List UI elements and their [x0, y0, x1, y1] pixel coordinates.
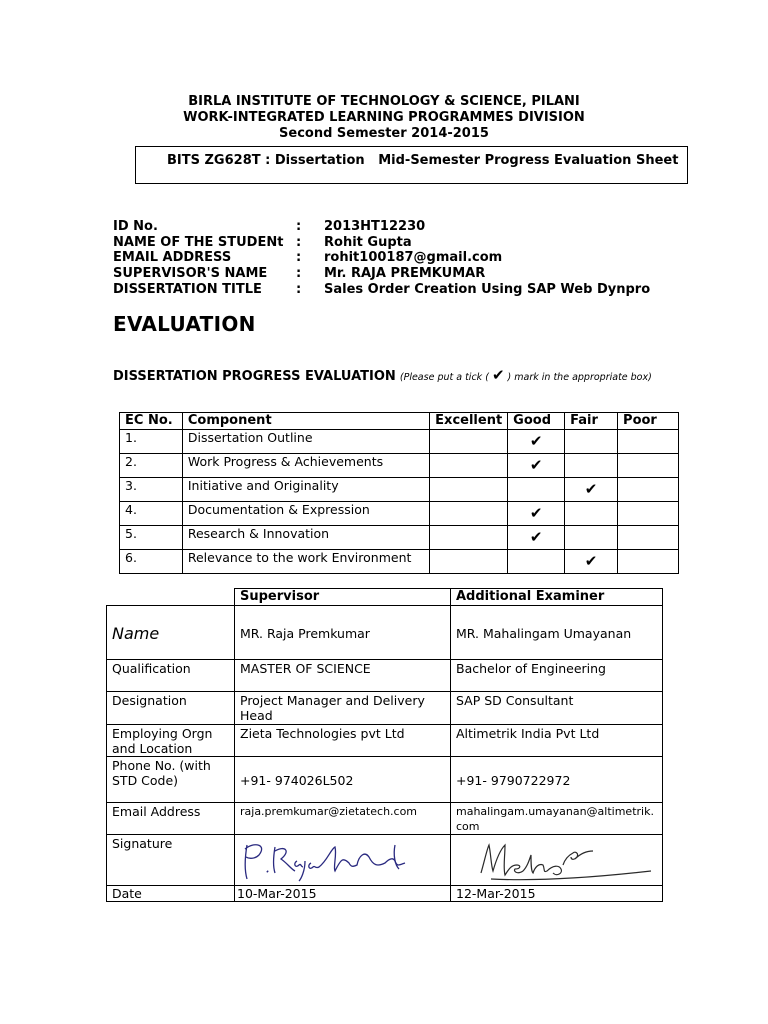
table-row — [107, 835, 663, 886]
excellent-cell — [430, 454, 508, 478]
table-row — [107, 725, 663, 757]
fair-cell: ✔ — [565, 478, 618, 502]
examiner-table — [106, 588, 663, 902]
examiner-signature-image — [451, 835, 662, 885]
table-row — [107, 803, 663, 835]
examiner-value: Bachelor of Engineering — [451, 660, 663, 692]
fair-cell: ✔ — [565, 550, 618, 574]
division-name: WORK-INTEGRATED LEARNING PROGRAMMES DIVISION — [183, 110, 585, 125]
component-name: Dissertation Outline — [182, 430, 429, 454]
fair-cell — [565, 526, 618, 550]
ec-number: 2. — [120, 454, 183, 478]
poor-cell — [618, 478, 679, 502]
info-value: Sales Order Creation Using SAP Web Dynpro — [324, 282, 651, 297]
table-row — [107, 606, 663, 660]
component-name: Research & Innovation — [182, 526, 429, 550]
ec-number: 1. — [120, 430, 183, 454]
excellent-cell — [430, 502, 508, 526]
progress-instruction — [113, 368, 673, 385]
ec-number: 6. — [120, 550, 183, 574]
component-name: Documentation & Expression — [182, 502, 429, 526]
fair-cell — [565, 454, 618, 478]
supervisor-value: MASTER OF SCIENCE — [235, 660, 451, 692]
supervisor-value: Project Manager and Delivery Head — [235, 692, 451, 725]
row-label: Name — [107, 606, 235, 660]
info-value: 2013HT12230 — [324, 219, 426, 234]
col-header: Supervisor — [235, 589, 451, 606]
examiner-value: SAP SD Consultant — [451, 692, 663, 725]
good-cell — [508, 550, 565, 574]
semester: Second Semester 2014-2015 — [279, 126, 489, 141]
examiner-signature — [451, 835, 663, 886]
table-row — [107, 757, 663, 803]
table-row — [120, 550, 679, 574]
table-row — [120, 454, 679, 478]
component-name: Initiative and Originality — [182, 478, 429, 502]
good-cell: ✔ — [508, 454, 565, 478]
supervisor-value: 10-Mar-2015 — [235, 886, 451, 902]
good-cell: ✔ — [508, 526, 565, 550]
sheet-title-box — [135, 146, 688, 184]
sheet-title: BITS ZG628T : Dissertation Mid-Semester Progress Evaluation Sheet — [167, 153, 679, 168]
table-row — [107, 886, 663, 902]
good-cell — [508, 478, 565, 502]
info-colon: : — [296, 250, 302, 265]
good-cell: ✔ — [508, 430, 565, 454]
examiner-value: MR. Mahalingam Umayanan — [451, 606, 663, 660]
info-colon: : — [296, 282, 302, 297]
table-row — [120, 502, 679, 526]
fair-cell — [565, 502, 618, 526]
evaluation-table — [119, 412, 679, 574]
table-row — [120, 430, 679, 454]
poor-cell — [618, 502, 679, 526]
info-value: Rohit Gupta — [324, 235, 412, 250]
excellent-cell — [430, 478, 508, 502]
info-colon: : — [296, 235, 302, 250]
progress-label: DISSERTATION PROGRESS EVALUATION — [113, 369, 396, 384]
institute-name: BIRLA INSTITUTE OF TECHNOLOGY & SCIENCE, PILANI — [188, 94, 580, 109]
col-header: Fair — [565, 413, 618, 430]
info-label: ID No. — [113, 219, 158, 234]
ec-number: 4. — [120, 502, 183, 526]
examiner-value: 12-Mar-2015 — [451, 886, 663, 902]
table-row — [120, 478, 679, 502]
ec-number: 5. — [120, 526, 183, 550]
ec-number: 3. — [120, 478, 183, 502]
info-label: NAME OF THE STUDENt — [113, 235, 284, 250]
good-cell: ✔ — [508, 502, 565, 526]
supervisor-signature — [235, 835, 451, 886]
supervisor-value: +91- 974026L502 — [235, 757, 451, 803]
col-header: EC No. — [120, 413, 183, 430]
info-value: rohit100187@gmail.com — [324, 250, 503, 265]
component-name: Work Progress & Achievements — [182, 454, 429, 478]
poor-cell — [618, 550, 679, 574]
table-row — [120, 526, 679, 550]
col-header: Component — [182, 413, 429, 430]
row-label: Email Address — [107, 803, 235, 835]
col-header: Good — [508, 413, 565, 430]
info-colon: : — [296, 219, 302, 234]
info-value: Mr. RAJA PREMKUMAR — [324, 266, 486, 281]
examiner-value: +91- 9790722972 — [451, 757, 663, 803]
info-colon: : — [296, 266, 302, 281]
row-label: Employing Orgn and Location — [107, 725, 235, 757]
excellent-cell — [430, 430, 508, 454]
evaluation-table-header — [120, 413, 679, 430]
row-label: Designation — [107, 692, 235, 725]
row-label: Date — [107, 886, 235, 902]
supervisor-value: raja.premkumar@zietatech.com — [235, 803, 451, 835]
excellent-cell — [430, 550, 508, 574]
info-label: EMAIL ADDRESS — [113, 250, 232, 265]
examiner-value: Altimetrik India Pvt Ltd — [451, 725, 663, 757]
col-header: Additional Examiner — [451, 589, 663, 606]
poor-cell — [618, 526, 679, 550]
col-header — [107, 589, 235, 606]
table-row — [107, 660, 663, 692]
col-header: Excellent — [430, 413, 508, 430]
table-row — [107, 692, 663, 725]
supervisor-value: Zieta Technologies pvt Ltd — [235, 725, 451, 757]
evaluation-heading: EVALUATION — [113, 312, 256, 336]
supervisor-signature-image — [235, 835, 450, 885]
tick-icon: ✔ — [491, 366, 505, 384]
info-label: DISSERTATION TITLE — [113, 282, 262, 297]
poor-cell — [618, 430, 679, 454]
examiner-value: mahalingam.umayanan@altimetrik.com — [451, 803, 663, 835]
row-label: Qualification — [107, 660, 235, 692]
row-label: Phone No. (with STD Code) — [107, 757, 235, 803]
component-name: Relevance to the work Environment — [182, 550, 429, 574]
col-header: Poor — [618, 413, 679, 430]
progress-note-end: ) mark in the appropriate box) — [507, 372, 652, 383]
poor-cell — [618, 454, 679, 478]
info-label: SUPERVISOR'S NAME — [113, 266, 268, 281]
fair-cell — [565, 430, 618, 454]
examiner-table-header — [107, 589, 663, 606]
excellent-cell — [430, 526, 508, 550]
progress-note-start: (Please put a tick ( — [399, 372, 489, 383]
row-label: Signature — [107, 835, 235, 886]
supervisor-value: MR. Raja Premkumar — [235, 606, 451, 660]
